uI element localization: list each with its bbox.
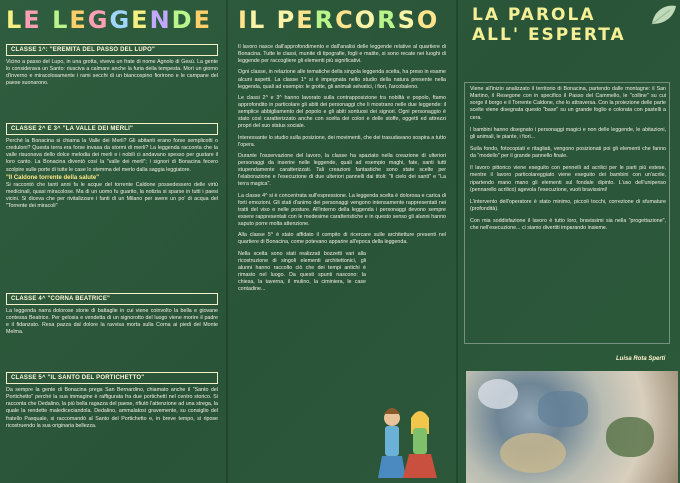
percorso-p4: Interessante lo studio sulla posizione, dei movimenti, che dei trasudavano sospira a tutto l'opera.: [238, 134, 446, 148]
esperta-p3: Sulla fondo, fotocopiati e ritagliati, vengono posizionati poi gli elementi che fanno da "modello" per il grande pannello finale.: [470, 145, 666, 160]
column-parola-esperta: [458, 0, 680, 483]
classe-1-text: Vicino a passo del Lupo, in una grotta, viveva un frate di nome Agnolo di Gesù. La gente lo considerava un Santo: riusciva a calmare anche la furia della tempesta. Morì un giorno d'inverno e miracolosamente i rami secchi di un biancospino fiorirono e le campane del paese suonarono.: [6, 59, 218, 87]
esperta-p1: Viene all'inizio analizzato il territorio di Bonacina, partendo dalle montagne: il San Martino, il Resegone con in specifico il Passo del Cammello, le "colline" su cui sorge il borgo e il Torrente Caldone, che lo attraversa. Con la proiezione delle parte scelte viene disegnata questo "base" su un grande foglio e colorata con pastelli a cera.: [470, 86, 666, 121]
caldone-subtitle: "Il Caldone torrente della salute": [6, 174, 100, 181]
esperta-p2: I bambini hanno disegnato i personaggi magici e non delle leggende, le abitazioni, gli animali, le piante, i fiori...: [470, 126, 666, 140]
column-percorso: [228, 0, 456, 483]
classe-5-heading: CLASSE 5^ "IL SANTO DEL PORTICHETTO": [6, 372, 218, 384]
classe-1-heading: CLASSE 1^: "EREMITA DEL PASSO DEL LUPO": [6, 44, 218, 56]
classe-5-text: Da sempre la gente di Bonacina prega San Bernardino, chiamato anche il "Santo del Portichetto" perché la sua immagine è raffigurata fra due portichetti nel centro storico. Si racconta che Dedalino, la più bella ragazza del paese, rifiutò l'attenzione ad una strega, la quale la rendette malediceciandola. Dedalino, ammalatosi gravemente, su consiglio del fratello Pasquale, si raccomandò al Santo del Portichetto e, in breve tempo, si ripose ricostruendo la sua originaria bellezza.: [6, 387, 218, 429]
leggende-title: LE LEGGENDE: [6, 6, 212, 34]
percorso-p6: La classe 4^ si è concentrata sull'espressione. La leggenda scelta è dolorosa e carica di forti emozioni. Gli stati d'animo dei personaggi vengono intensamente rappresentati nei tratti del viso e nelle posture. All'interno della leggenda i personaggi devono sempre essere rappresentati con le medesime caratteristiche e in questo senso gli alunni hanno saputo porre molta attenzione.: [238, 192, 446, 228]
esperta-p5: L'intervento dell'operatore è stato minimo, piccoli tocchi, correzione di sfumature (profondità).: [470, 198, 666, 212]
classe-2-3-text: Perché la Bonacina si chiama la Valle dei Merli? Gli abitanti erano forse semplicotti o creduloni? Questa terra era forse invasa da stormi di merli? La leggenda racconta che la valle risuonava dello dolce melodia dei merli e i nobili ci andavano spesso per gustare il loro canto. La Bonacina diventò così la "valle dei merli"; i signori di Bonacina fecero scolpire sulle porte di tutte le case lo stemma del merlo dalla saggia leggiatore.: [6, 138, 218, 173]
classe-2-3-heading: CLASSE 2^ E 3^ "LA VALLE DEI MERLI": [6, 123, 218, 135]
percorso-p7: Alla classe 5^ è stato affidato il compito di ricercare sulle architetture presenti nel quartiere di Bonacina, come potevano apparire all'epoca della leggenda.: [238, 232, 446, 246]
percorso-p8: Nella scelta sono stati realizzati bozzetti vari alla ricostruzione di singoli elementi architettonici, gli alunni hanno raccolto ciò che dei tempi antichi è rimasto nel luogo. Da questi spunti nascono: la chiesa, la taverna, il mulino, la ciminiera, le case contadine...: [238, 250, 366, 293]
caldone-text: Si raccontò che tanti anni fa le acque del torrente Caldone possedessero delle virtù medicinali, quasi miracolose. Ma di un uomo fu guarito, la notizia si sparse in tutti i paesi vicini. Si diceva che per rivitalizzare i fanti di un Milano per avere un po' di acqua del "Torrente dei miracoli": [6, 181, 218, 210]
section-classe-2-3: [6, 123, 218, 210]
classe-4-text: La leggenda narra dolorose storie di battaglie in cui viene coinvolto la bella e giovane contessa Beatrice. Per gelosia e vendetta di un signorotto del luogo viene morire il padre e il fidanzato. Resa pazza dal dolore la ravvisa morta sulla Corna ai piedi del Monte Melma.: [6, 308, 218, 336]
illustration-figures: [370, 404, 440, 480]
leaf-icon: [648, 2, 678, 28]
section-classe-1: [6, 44, 218, 88]
percorso-body: [238, 44, 446, 293]
section-classe-4: [6, 293, 218, 337]
classe-4-heading: CLASSE 4^ "CORNA BEATRICE": [6, 293, 218, 305]
column-leggende: [0, 0, 226, 483]
workshop-photo: [466, 371, 678, 483]
title-line-2: ALL' ESPERTA: [472, 24, 626, 45]
title-line-1: LA PAROLA: [472, 5, 596, 25]
percorso-p2: Ogni classe, in relazione alle tematiche della singola leggenda scelta, ha preso in esame alcuni aspetti. La classe 1^ si è impegnata nello studio della natura presente nella leggenda, quali ad esempio: le grotte, gli animali selvatici, i fiori, l'arcobaleno.: [238, 69, 446, 90]
percorso-title: IL PERCORSO: [238, 6, 440, 34]
esperta-body: [470, 86, 666, 232]
signature: Luisa Rota Sperti: [616, 356, 666, 362]
esperta-p4: Il lavoro pittorico viene eseguito con pennelli ad acrilici per le parti più estese, mentre il lavoro particolareggiato viene eseguito dei bambini con un'acrile, ripartendo mano mano gli elementi sul fondale dipinto. L'uso dell'unipenso (pennarello acrilico) agevola l'esecuzione, vuoti bravissimi!: [470, 165, 666, 193]
section-classe-5: [6, 372, 218, 430]
parola-esperta-title: [472, 6, 626, 45]
percorso-p5: Durante l'osservazione del lavoro, la classe ha spaziato nella creazione di ulteriori personaggi da inserire nelle leggende, quali ad esempio maghi, fate, santi tutti stupendamente caratterizzati. Tali creazioni fantastiche sono state scelte per l'elaborazione e l'esecuzione di due ulteriori pannelli dai titoli: "Il cielo dei santi" e "La terra magica".: [238, 152, 446, 188]
percorso-p3: Le classi 2^ e 3^ hanno lavorato sulla contrapposizione tra nobiltà e popolo, ftamo approfondito in particolare gli abiti dei personaggi che li mostrano nelle due leggende: il semplice abbigliamento del popolo e gli abiti sontuosi dei signori. Ogni personaggio è stato così caratterizzato anche con scelta dei colori e delle stoffe, oggetti ed attrezzi propri del suo status sociale.: [238, 94, 446, 130]
percorso-p1: Il lavoro nasce dall'approfondimento e dall'analisi delle leggende relative al quartiere di Bonacina. Tutte le classi, munite di tipografie, fogli e matite, si sono recate nei luoghi di leggende per raccogliere gli elementi più significativi.: [238, 44, 446, 65]
esperta-p6: Con mia soddisfazione il lavoro è tutto loro, bravissimi sia nella "progettazione", che nell'esecuzione... ci siamo divertiti imparando insieme.: [470, 218, 666, 232]
